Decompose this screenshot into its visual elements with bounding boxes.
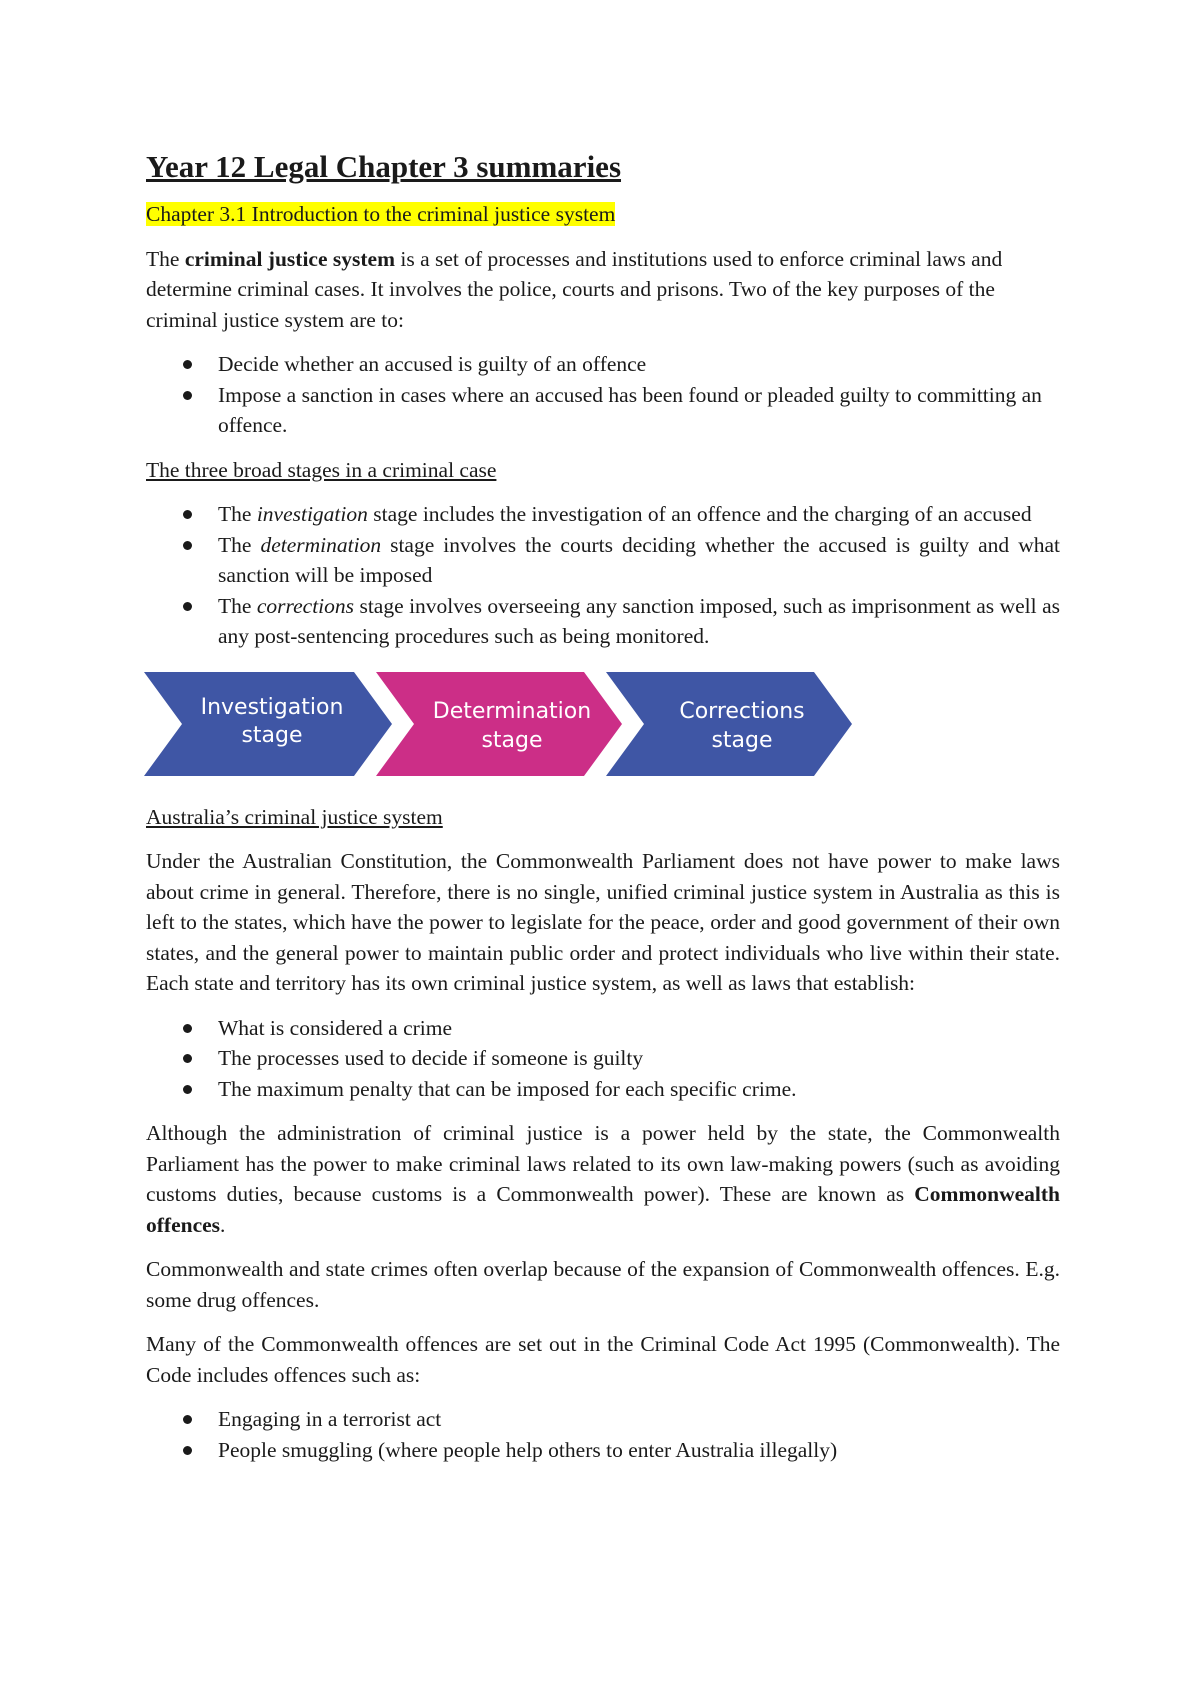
list-item-pre: The [218,532,261,557]
corrections-label-line1: Corrections [679,698,805,724]
list-item [218,1013,1060,1044]
list-item-text: What is considered a crime [218,1015,453,1040]
list-item [218,1404,1060,1435]
section-heading-3-1 [146,199,1060,230]
stage-term: investigation [256,502,368,526]
list-item-post: stage involves overseeing any sanction imposed, such as imprisonment as well as any post-sentencing procedures such as being monitored. [218,593,1060,648]
purposes-list [146,349,1060,441]
list-item [218,591,1060,652]
document-title: Year 12 Legal Chapter 3 summaries [146,149,622,184]
investigation-label-line1: Investigation [200,694,344,720]
stages-chevron-svg [144,672,864,776]
list-item [218,1074,1060,1105]
stages-list [146,499,1060,652]
bullet-icon [183,1415,192,1424]
stage-term: corrections [256,593,355,618]
list-item [218,349,1060,380]
determination-label-line1: Determination [432,698,592,724]
bullet-icon [183,541,192,550]
list-item [218,1435,1060,1466]
intro-paragraph [146,244,1060,336]
list-item-post: stage includes the investigation of an offence and the charging of an accused [367,502,1032,526]
corrections-chevron [606,672,852,776]
highlighted-heading: Chapter 3.1 Introduction to the criminal justice system [146,202,616,226]
stages-diagram [144,672,1060,776]
list-item [218,380,1060,441]
bullet-icon [183,360,192,369]
commonwealth-pre: Although the administration of criminal justice is a power held by the state, the Commonwealth Parliament has the power to make criminal laws related to its own law-making powers (such as avoiding customs duties, because customs is a Commonwealth power). These are known as [146,1121,1060,1206]
bullet-icon [183,1446,192,1455]
commonwealth-post: . [220,1212,226,1237]
document-page [146,142,1060,1479]
intro-pre: The [146,246,185,271]
bullet-icon [183,391,192,400]
bullet-icon [183,510,192,519]
bullet-icon [183,1085,192,1094]
list-item-pre: The [218,502,257,526]
australia-paragraph: Under the Australian Constitution, the Commonwealth Parliament does not have power to make laws about crime in general. Therefore, there is no single, unified criminal justice system in Australia as this is left to the states, which have the power to legislate for the peace, order and good government of their own states, and the general power to maintain public order and protect individuals who live within their state. Each state and territory has its own criminal justice system, as well as laws that establish: [146,849,1060,995]
australia-heading: Australia’s criminal justice system [146,804,443,829]
list-item-text: Impose a sanction in cases where an accused has been found or pleaded guilty to committing an offence. [218,382,1042,437]
list-item [218,530,1060,591]
overlap-paragraph: Commonwealth and state crimes often overlap because of the expansion of Commonwealth offences. E.g. some drug offences. [146,1257,1060,1312]
determination-chevron [376,672,622,776]
bullet-icon [183,602,192,611]
list-item-text: Engaging in a terrorist act [218,1407,442,1431]
list-item-post: stage involves the courts deciding whether the accused is guilty and what sanction will be imposed [218,532,1060,587]
commonwealth-paragraph [146,1118,1060,1240]
list-item [218,1043,1060,1074]
investigation-label-line2: stage [241,722,303,748]
term-criminal-justice-system: criminal justice system [184,246,395,271]
list-item-text: The maximum penalty that can be imposed for each specific crime. [218,1076,797,1101]
bullet-icon [183,1054,192,1063]
stages-heading: The three broad stages in a criminal case [146,457,497,482]
intro-post: is a set of processes and institutions used to enforce criminal laws and determine criminal cases. It involves the police, courts and prisons. Two of the key purposes of the criminal justice system are to: [146,246,1003,332]
bullet-icon [183,1024,192,1033]
list-item [218,499,1060,530]
establish-list [146,1013,1060,1105]
list-item-text: The processes used to decide if someone is guilty [218,1046,644,1070]
list-item-pre: The [218,593,257,618]
term-commonwealth-offences: Commonwealth offences [146,1182,1060,1237]
determination-label-line2: stage [481,727,543,753]
corrections-label-line2: stage [711,727,773,753]
list-item-text: Decide whether an accused is guilty of an offence [218,352,647,376]
code-paragraph: Many of the Commonwealth offences are set out in the Criminal Code Act 1995 (Commonwealth). The Code includes offences such as: [146,1332,1060,1387]
stage-term: determination [260,532,382,557]
list-item-text: People smuggling (where people help others to enter Australia illegally) [218,1437,838,1462]
code-list [146,1404,1060,1465]
